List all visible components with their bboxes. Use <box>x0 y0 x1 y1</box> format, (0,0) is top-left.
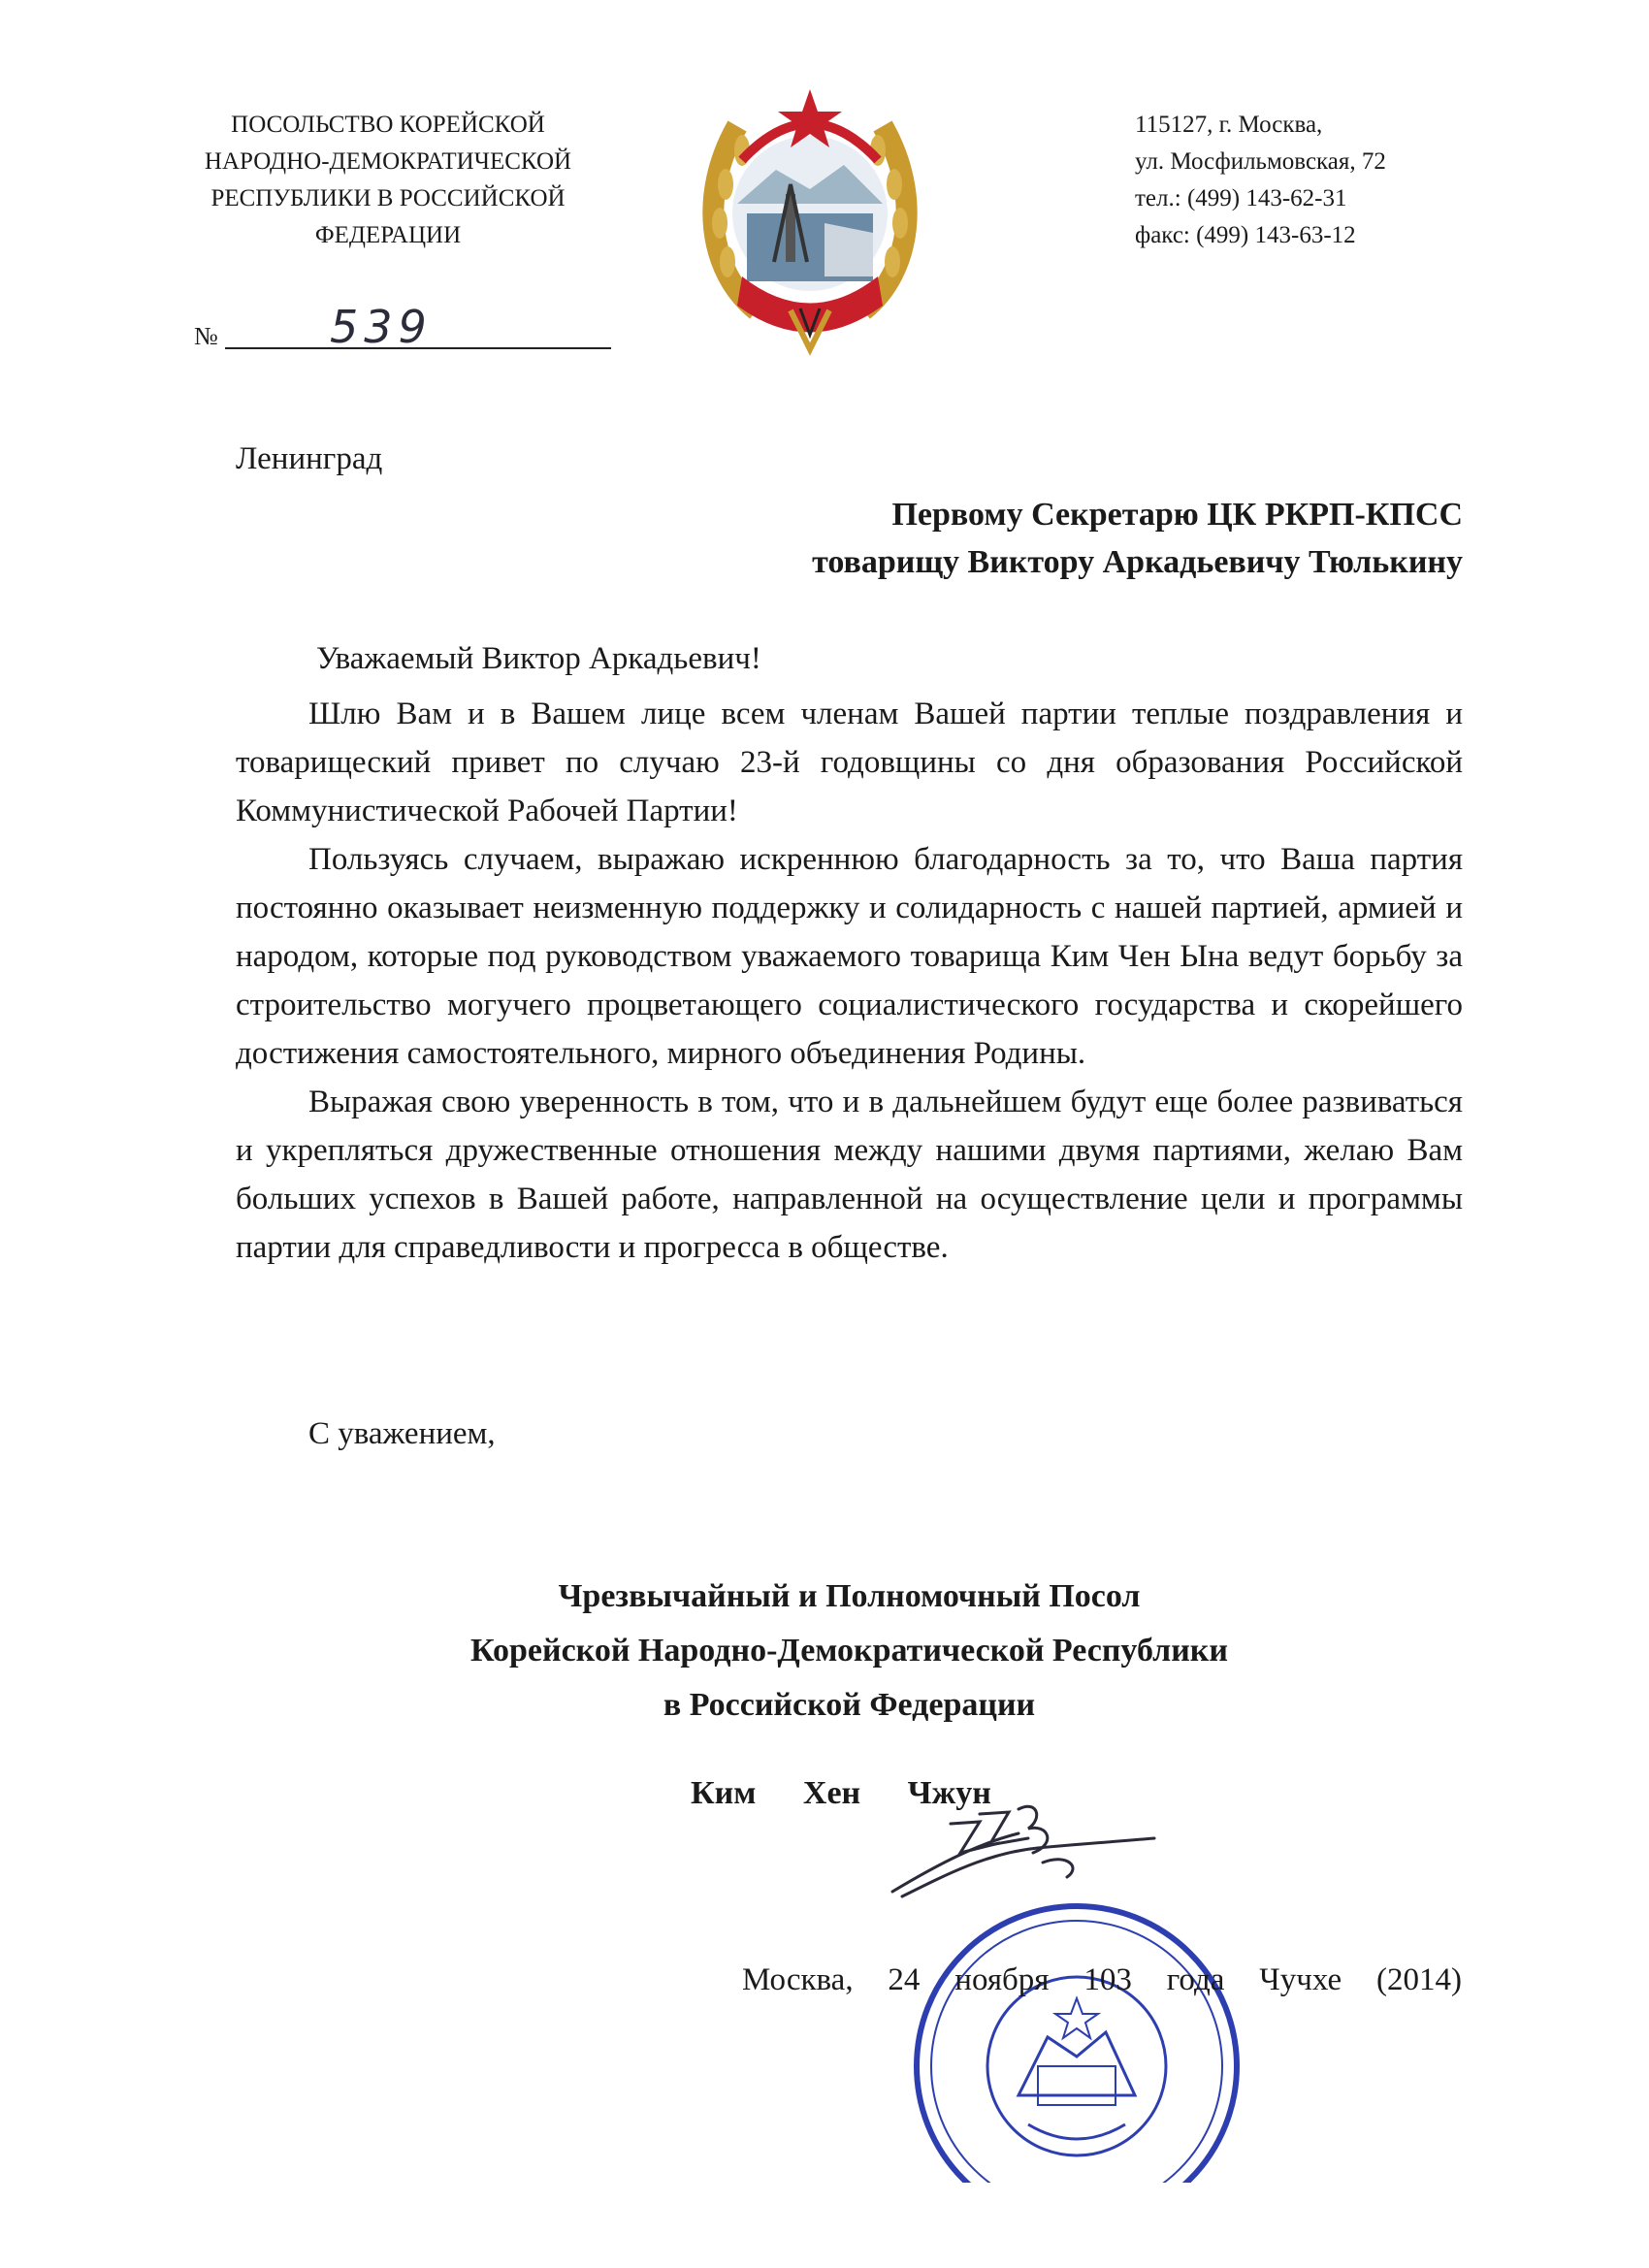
document-number <box>194 301 611 359</box>
embassy-address <box>1135 107 1386 254</box>
recipient-line: товарищу Виктору Аркадьевичу Тюлькину <box>812 544 1463 580</box>
signer-name: Ким Хен Чжун <box>691 1775 991 1811</box>
salutation: Уважаемый Виктор Аркадьевич! <box>316 641 761 676</box>
signer-title-line: Чрезвычайный и Полномочный Посол <box>558 1578 1141 1614</box>
city: Ленинград <box>236 441 383 476</box>
embassy-name-line: ФЕДЕРАЦИИ <box>314 222 462 248</box>
address-line: факс: (499) 143-63-12 <box>1135 222 1356 248</box>
body-paragraph: Выражая свою уверенность в том, что и в дальнейшем будут еще более развиваться и укрепляться дружественные отношения между нашими двумя партиями, желаю Вам больших успехов в Вашей работе, направленной на осуществление цели и программы партии для справедливости и прогресса в обществе. <box>236 1085 1463 1265</box>
signer-title <box>236 1570 1463 1733</box>
address-line: 115127, г. Москва, <box>1135 112 1323 138</box>
signer-title-line: в Российской Федерации <box>663 1687 1036 1723</box>
place-date: Москва, 24 ноября 103 года Чучхе (2014) <box>742 1962 1462 1997</box>
number-label: № <box>194 322 218 350</box>
address-line: ул. Мосфильмовская, 72 <box>1135 148 1386 175</box>
state-emblem-icon <box>698 68 922 359</box>
address-line: тел.: (499) 143-62-31 <box>1135 185 1347 211</box>
official-stamp <box>892 1872 1251 2183</box>
body-paragraph: Пользуясь случаем, выражаю искреннюю благодарность за то, что Ваша партия постоянно оказывает неизменную поддержку и солидарность с нашей партией, армией и народом, которые под руководством уважаемого товарища Ким Чен Ына ведут борьбу за строительство могучего процветающего социалистического государства и скорейшего достижения самостоятельного, мирного объединения Родины. <box>236 842 1463 1071</box>
recipient <box>812 491 1463 586</box>
letter-body <box>236 690 1463 1272</box>
embassy-name <box>165 107 611 254</box>
signer-title-line: Корейской Народно-Демократической Республики <box>470 1633 1228 1669</box>
closing: С уважением, <box>308 1416 496 1451</box>
recipient-line: Первому Секретарю ЦК РКРП-КПСС <box>891 497 1463 533</box>
embassy-name-line: РЕСПУБЛИКИ В РОССИЙСКОЙ <box>210 185 566 211</box>
embassy-name-line: ПОСОЛЬСТВО КОРЕЙСКОЙ <box>231 112 545 138</box>
body-paragraph: Шлю Вам и в Вашем лице всем членам Вашей партии теплые поздравления и товарищеский привет по случаю 23-й годовщины со дня образования Российской Коммунистической Рабочей Партии! <box>236 697 1463 828</box>
number-value-handwritten: 539 <box>330 301 433 353</box>
embassy-name-line: НАРОДНО-ДЕМОКРАТИЧЕСКОЙ <box>204 148 572 175</box>
